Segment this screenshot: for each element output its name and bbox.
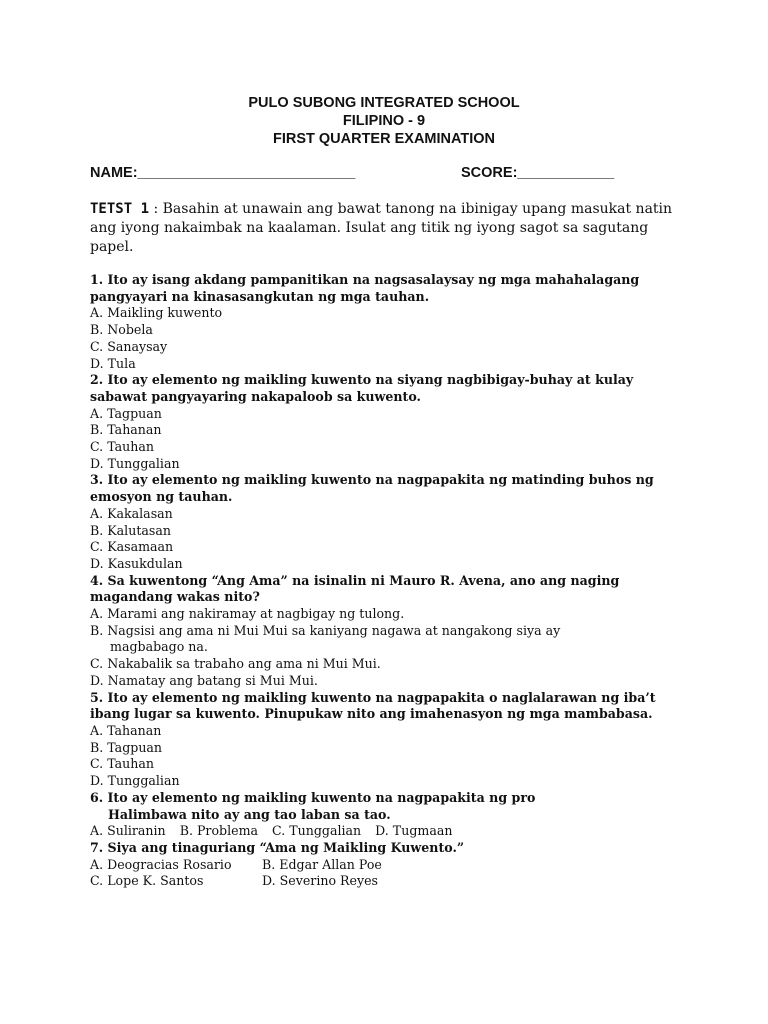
question-text: 4. Sa kuwentong “Ang Ama” na isinalin ni Mauro R. Avena, ano ang naging magandang wakas nito? bbox=[90, 572, 620, 605]
option-a: A. Tagpuan bbox=[90, 405, 162, 421]
question-text: 1. Ito ay isang akdang pampanitikan na nagsasalaysay ng mga mahahalagang pangyayari na kinasasangkutan ng mga tauhan. bbox=[90, 272, 640, 304]
option-b: B. Nobela bbox=[90, 322, 153, 338]
test-instructions bbox=[90, 200, 680, 257]
option-row bbox=[90, 857, 690, 874]
option-d: D. Kasukdulan bbox=[90, 555, 183, 571]
option-d: D. Tunggalian bbox=[90, 773, 180, 789]
score-field[interactable]: SCORE:____________ bbox=[461, 165, 615, 181]
option-b-line: B. Nagsisi ang ama ni Mui Mui sa kaniyang nagawa at nangakong siya ay bbox=[90, 622, 561, 638]
exam-header bbox=[0, 94, 768, 148]
option-c: C. Nakabalik sa trabaho ang ama ni Mui Mui. bbox=[90, 656, 381, 672]
option-b: B. Problema bbox=[179, 823, 259, 839]
option-d: D. Tula bbox=[90, 355, 136, 371]
question-text: 2. Ito ay elemento ng maikling kuwento na siyang nagbibigay-buhay at kulay sabawat pangyayaring nakapaloob sa kuwento. bbox=[90, 372, 634, 404]
exam-title: FIRST QUARTER EXAMINATION bbox=[272, 131, 496, 147]
question-4 bbox=[90, 573, 690, 690]
question-text bbox=[90, 790, 690, 823]
option-c: C. Lope K. Santos bbox=[90, 873, 204, 889]
question-text: 5. Ito ay elemento ng maikling kuwento na nagpapakita o naglalarawan ng iba’t ibang lugar sa kuwento. Pinupukaw nito ang imahenasyon ng mga mambabasa. bbox=[90, 689, 656, 722]
option-c: C. Sanaysay bbox=[90, 338, 168, 354]
option-a: A. Marami ang nakiramay at nagbigay ng tulong. bbox=[90, 606, 405, 622]
option-row bbox=[90, 873, 690, 890]
option-c: C. Tauhan bbox=[90, 756, 154, 772]
instructions-text: : Basahin at unawain ang bawat tanong na ibinigay upang masukat natin ang iyong nakaimbak na kaalaman. Isulat ang titik ng iyong sagot sa sagutang papel. bbox=[90, 201, 673, 255]
option-d: D. Namatay ang batang si Mui Mui. bbox=[90, 672, 318, 688]
question-text: 3. Ito ay elemento ng maikling kuwento na nagpapakita ng matinding buhos ng emosyon ng tauhan. bbox=[90, 472, 654, 505]
question-line-1: 6. Ito ay elemento ng maikling kuwento na nagpapakita ng pro bbox=[90, 789, 536, 805]
subject-title: FILIPINO - 9 bbox=[342, 113, 426, 129]
option-b bbox=[90, 623, 690, 656]
option-b: B. Tagpuan bbox=[90, 739, 163, 755]
option-a: A. Deogracias Rosario bbox=[90, 856, 232, 872]
option-a: A. Suliranin bbox=[90, 823, 166, 839]
school-name: PULO SUBONG INTEGRATED SCHOOL bbox=[248, 95, 520, 111]
option-b: B. Tahanan bbox=[90, 422, 162, 438]
question-2 bbox=[90, 372, 690, 472]
option-row bbox=[90, 823, 690, 840]
question-text: 7. Siya ang tinaguriang “Ama ng Maikling Kuwento.” bbox=[90, 839, 465, 855]
question-line-2: Halimbawa nito ay ang tao laban sa tao. bbox=[108, 806, 391, 822]
test-label: TETST 1 bbox=[90, 201, 150, 217]
option-b-continuation: magbabago na. bbox=[110, 639, 208, 655]
question-list bbox=[90, 272, 690, 890]
question-1 bbox=[90, 272, 690, 372]
option-a: A. Maikling kuwento bbox=[90, 305, 223, 321]
option-a: A. Kakalasan bbox=[90, 505, 173, 521]
option-a: A. Tahanan bbox=[90, 722, 162, 738]
question-5 bbox=[90, 690, 690, 790]
name-field[interactable]: NAME:___________________________ bbox=[90, 165, 356, 181]
option-d: D. Tunggalian bbox=[90, 455, 180, 471]
option-b: B. Kalutasan bbox=[90, 522, 171, 538]
option-d: D. Severino Reyes bbox=[262, 873, 379, 889]
question-6 bbox=[90, 790, 690, 840]
option-b: B. Edgar Allan Poe bbox=[262, 856, 382, 872]
option-c: C. Kasamaan bbox=[90, 539, 174, 555]
question-7 bbox=[90, 840, 690, 890]
option-d: D. Tugmaan bbox=[375, 823, 453, 839]
option-c: C. Tunggalian bbox=[272, 823, 362, 839]
option-c: C. Tauhan bbox=[90, 439, 154, 455]
question-3 bbox=[90, 472, 690, 572]
